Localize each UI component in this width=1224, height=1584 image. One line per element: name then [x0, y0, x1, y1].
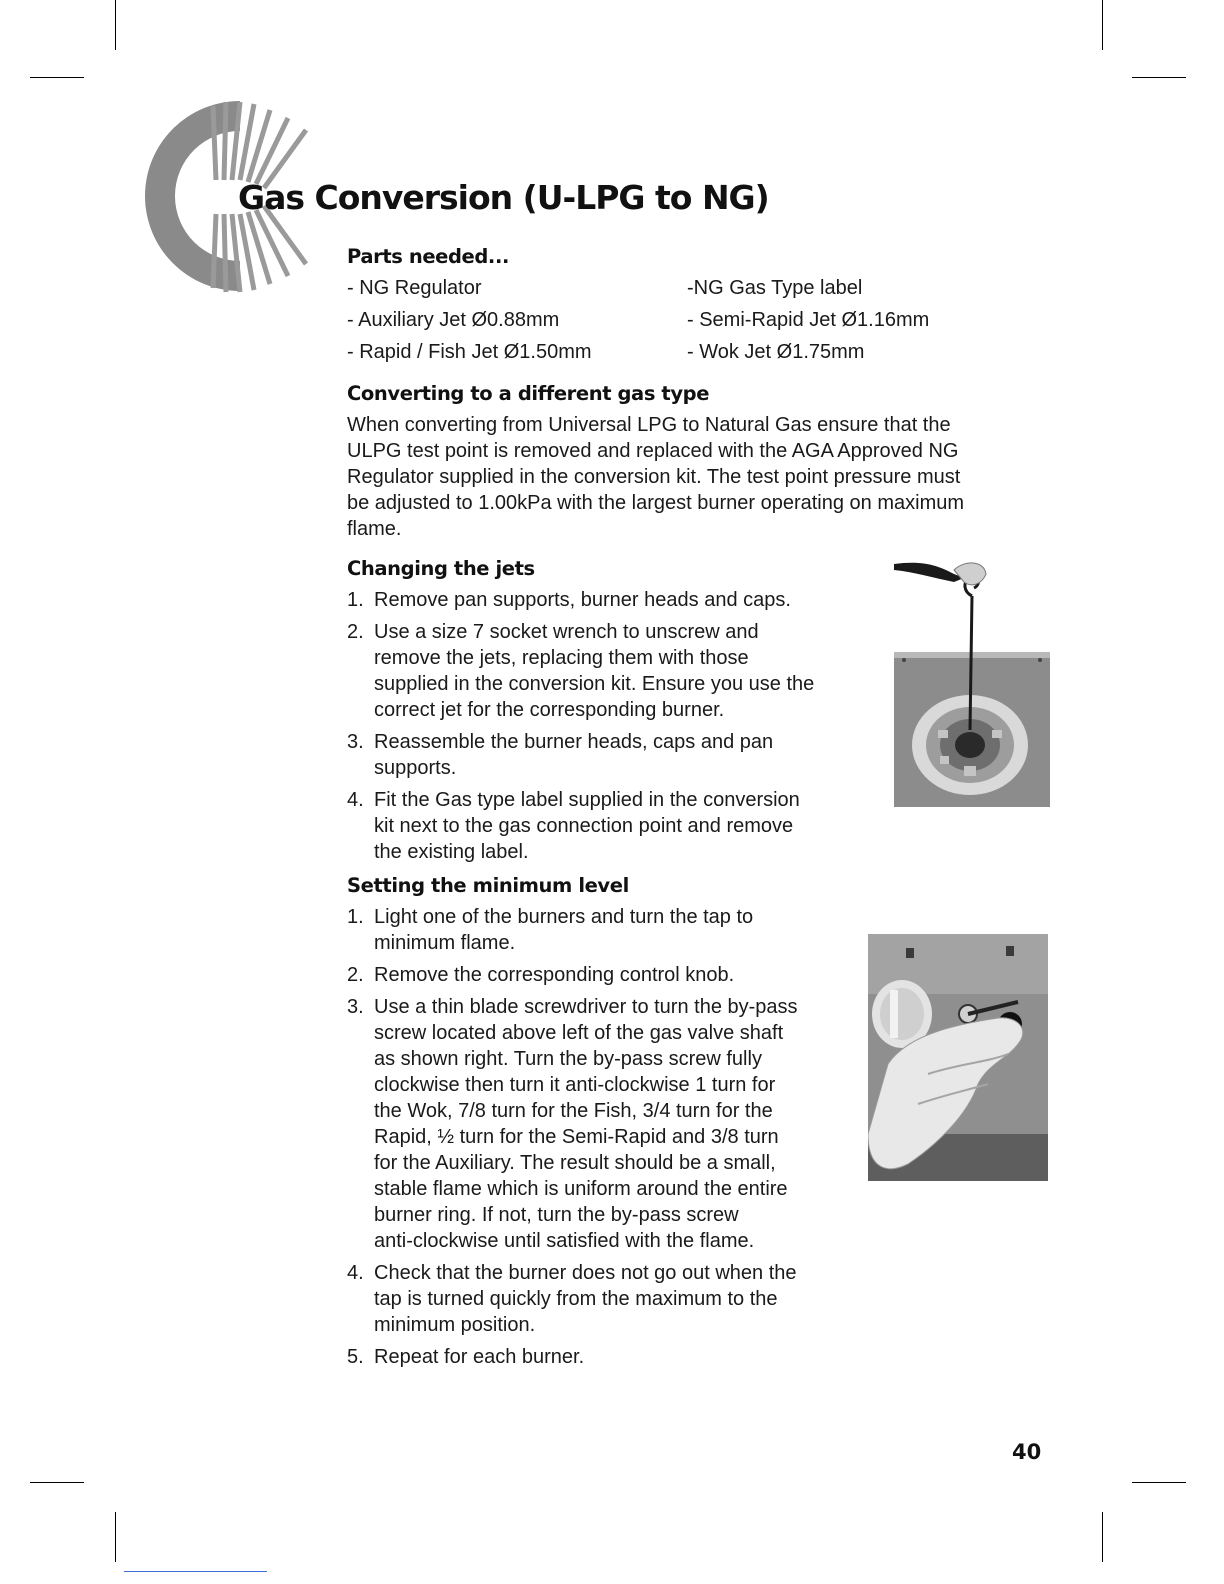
- step-line: Check that the burner does not go out when the: [374, 1262, 797, 1284]
- parts-item: - Rapid / Fish Jet Ø1.50mm: [347, 341, 592, 363]
- step-number: 1.: [347, 589, 364, 611]
- step-line: minimum position.: [374, 1314, 536, 1336]
- step-number: 4.: [347, 789, 364, 811]
- crop-mark: [115, 0, 116, 50]
- step-number: 2.: [347, 621, 364, 643]
- screwdriver-photo: [868, 934, 1048, 1181]
- parts-heading: Parts needed...: [347, 245, 509, 268]
- parts-item: - NG Regulator: [347, 277, 482, 299]
- converting-heading: Converting to a different gas type: [347, 382, 710, 405]
- page-title: Gas Conversion (U-LPG to NG): [238, 178, 769, 217]
- step-line: Reassemble the burner heads, caps and pan: [374, 731, 774, 753]
- list-item: [347, 962, 798, 988]
- list-item: [347, 994, 798, 1254]
- step-line: screw located above left of the gas valve shaft: [374, 1022, 784, 1044]
- page-number: 40: [1012, 1440, 1042, 1464]
- step-line: as shown right. Turn the by-pass screw fully: [374, 1048, 762, 1070]
- step-line: Light one of the burners and turn the tap to: [374, 906, 754, 928]
- step-line: Fit the Gas type label supplied in the conversion: [374, 789, 800, 811]
- parts-item: - Wok Jet Ø1.75mm: [687, 341, 865, 363]
- paragraph-line: When converting from Universal LPG to Natural Gas ensure that the: [347, 414, 951, 436]
- parts-item: -NG Gas Type label: [687, 277, 863, 299]
- converting-paragraph: [347, 412, 1047, 542]
- step-number: 2.: [347, 964, 364, 986]
- paragraph-line: Regulator supplied in the conversion kit. The test point pressure must: [347, 466, 961, 488]
- step-line: burner ring. If not, turn the by-pass screw: [374, 1204, 739, 1226]
- parts-item: - Semi-Rapid Jet Ø1.16mm: [687, 309, 930, 331]
- crop-mark: [1102, 1512, 1103, 1562]
- parts-item: - Auxiliary Jet Ø0.88mm: [347, 309, 560, 331]
- step-line: Use a size 7 socket wrench to unscrew and: [374, 621, 759, 643]
- step-line: stable flame which is uniform around the entire: [374, 1178, 788, 1200]
- crop-mark: [115, 1512, 116, 1562]
- step-line: Repeat for each burner.: [374, 1346, 585, 1368]
- crop-mark: [1132, 77, 1186, 78]
- step-line: Use a thin blade screwdriver to turn the by-pass: [374, 996, 798, 1018]
- jets-steps: [347, 587, 814, 865]
- footer-rule: [124, 1571, 267, 1572]
- step-line: supplied in the conversion kit. Ensure you use the: [374, 673, 815, 695]
- crop-mark: [30, 1482, 84, 1483]
- list-item: [347, 729, 814, 781]
- paragraph-line: ULPG test point is removed and replaced with the AGA Approved NG: [347, 440, 959, 462]
- step-number: 1.: [347, 906, 364, 928]
- list-item: [347, 1344, 798, 1370]
- step-line: for the Auxiliary. The result should be a small,: [374, 1152, 776, 1174]
- jets-heading: Changing the jets: [347, 557, 535, 580]
- step-line: remove the jets, replacing them with those: [374, 647, 749, 669]
- step-line: correct jet for the corresponding burner.: [374, 699, 725, 721]
- minimum-heading: Setting the minimum level: [347, 874, 629, 897]
- step-line: the existing label.: [374, 841, 529, 863]
- list-item: [347, 619, 814, 723]
- step-line: kit next to the gas connection point and remove: [374, 815, 794, 837]
- crop-mark: [1102, 0, 1103, 50]
- list-item: [347, 1260, 798, 1338]
- socket-wrench-photo: [894, 560, 1050, 807]
- step-line: clockwise then turn it anti-clockwise 1 turn for: [374, 1074, 776, 1096]
- paragraph-line: be adjusted to 1.00kPa with the largest burner operating on maximum: [347, 492, 965, 514]
- list-item: [347, 904, 798, 956]
- step-line: supports.: [374, 757, 457, 779]
- step-number: 3.: [347, 731, 364, 753]
- crop-mark: [1132, 1482, 1186, 1483]
- list-item: [347, 587, 814, 613]
- step-number: 4.: [347, 1262, 364, 1284]
- step-line: anti-clockwise until satisfied with the flame.: [374, 1230, 755, 1252]
- step-line: Rapid, ½ turn for the Semi-Rapid and 3/8 turn: [374, 1126, 779, 1148]
- paragraph-line: flame.: [347, 518, 402, 540]
- list-item: [347, 787, 814, 865]
- step-number: 5.: [347, 1346, 364, 1368]
- crop-mark: [30, 77, 84, 78]
- step-line: the Wok, 7/8 turn for the Fish, 3/4 turn for the: [374, 1100, 773, 1122]
- step-line: Remove pan supports, burner heads and caps.: [374, 589, 791, 611]
- step-line: minimum flame.: [374, 932, 516, 954]
- step-line: Remove the corresponding control knob.: [374, 964, 735, 986]
- minimum-steps: [347, 904, 798, 1370]
- step-line: tap is turned quickly from the maximum to the: [374, 1288, 778, 1310]
- step-number: 3.: [347, 996, 364, 1018]
